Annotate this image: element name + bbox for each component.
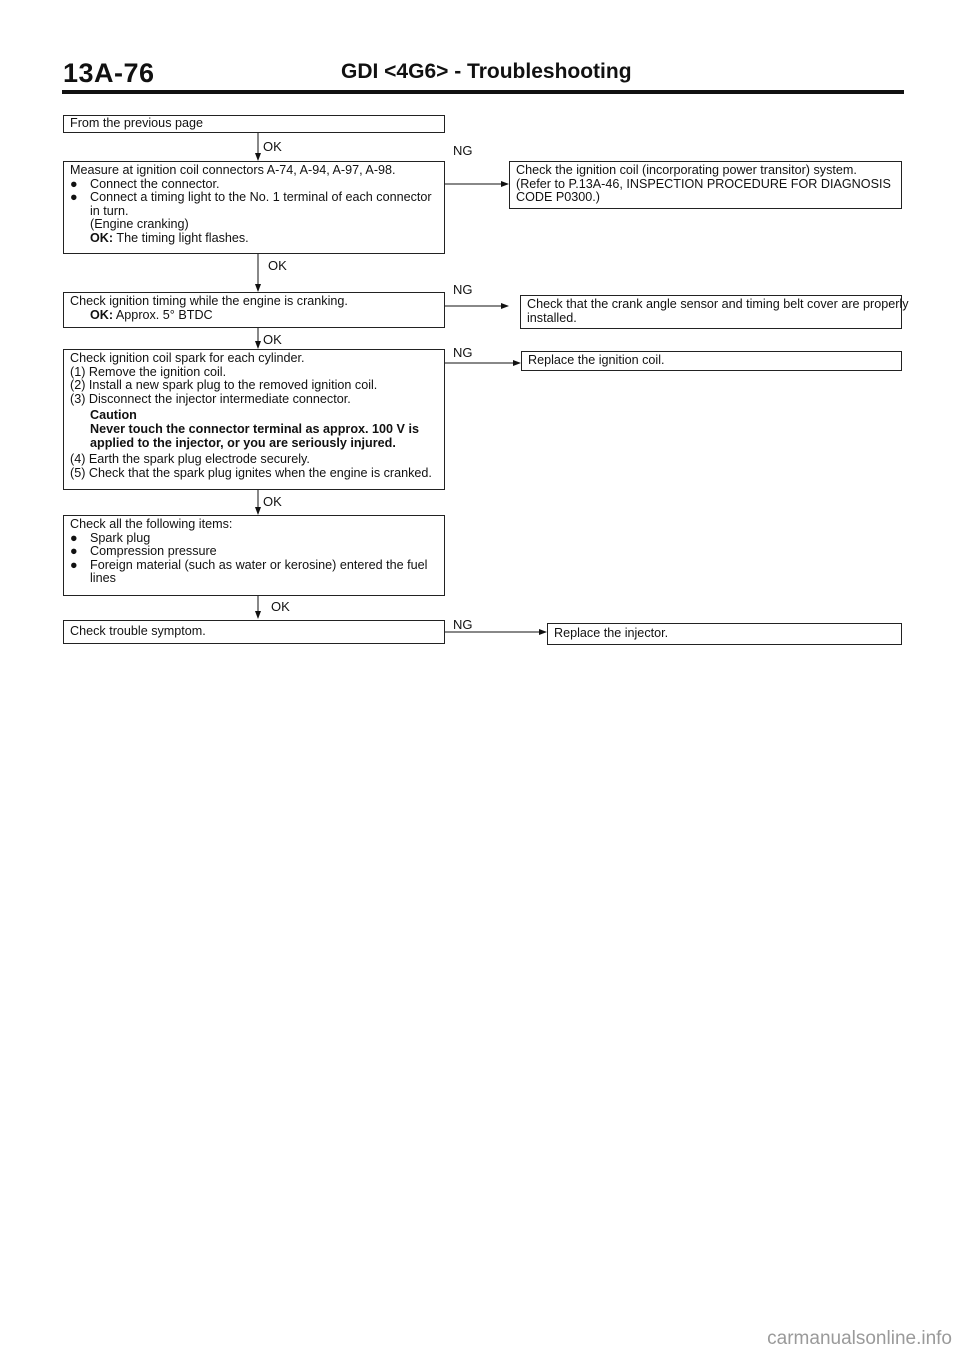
- step2-ok-text: Approx. 5° BTDC: [115, 307, 213, 322]
- step3-item-1: (1) Remove the ignition coil.: [70, 364, 227, 379]
- step1-ng-line-1: Check the ignition coil (incorporating power transitor) system.: [516, 163, 857, 177]
- step5-ng-text: Replace the injector.: [554, 626, 669, 640]
- bullet-icon: ●: [70, 176, 78, 191]
- step1-item-2: Connect a timing light to the No. 1 terminal of each connector: [90, 190, 432, 205]
- page-number: 13A-76: [63, 58, 155, 88]
- step5-title: Check trouble symptom.: [70, 624, 206, 638]
- step1-ng-box: [509, 161, 902, 209]
- step4-item-3: Foreign material (such as water or kerosine) entered the fuel: [90, 557, 428, 572]
- bullet-icon: ●: [70, 544, 78, 559]
- step3-caution-label: Caution: [90, 408, 137, 423]
- ok-label-2: OK: [268, 258, 287, 273]
- bullet-icon: ●: [70, 530, 78, 545]
- ok-label-1: OK: [263, 139, 282, 154]
- ok-label-3: OK: [263, 332, 282, 347]
- step5-ng-box: [547, 623, 902, 645]
- start-text: From the previous page: [70, 116, 204, 130]
- step4-box: [63, 515, 445, 596]
- step4-item-1: Spark plug: [90, 530, 151, 545]
- step3-ng-box: [521, 351, 902, 371]
- ok-label-4: OK: [263, 494, 282, 509]
- step2-title: Check ignition timing while the engine is cranking.: [70, 294, 348, 308]
- step2-ng-line-1: Check that the crank angle sensor and timing belt cover are properly: [527, 297, 909, 311]
- step3-item-3: (3) Disconnect the injector intermediate connector.: [70, 391, 351, 406]
- step2-ng-line-2: installed.: [527, 310, 577, 325]
- step2-box: [63, 292, 445, 328]
- step3-item-5: (5) Check that the spark plug ignites when the engine is cranked.: [70, 465, 432, 480]
- step1-ok-label: OK:: [90, 230, 114, 245]
- step3-item-4: (4) Earth the spark plug electrode securely.: [70, 452, 310, 467]
- watermark: carmanualsonline.info: [767, 1328, 952, 1349]
- step1-box: [63, 161, 445, 254]
- step1-ng-line-2: (Refer to P.13A-46, INSPECTION PROCEDURE FOR DIAGNOSIS: [516, 176, 891, 191]
- step1-item-4: (Engine cranking): [90, 217, 189, 232]
- step3-ng-text: Replace the ignition coil.: [528, 353, 665, 367]
- ng-label-1: NG: [453, 143, 473, 158]
- step3-caution-2: applied to the injector, or you are seriously injured.: [90, 435, 396, 450]
- ng-label-3: NG: [453, 345, 473, 360]
- step3-item-2: (2) Install a new spark plug to the removed ignition coil.: [70, 378, 378, 393]
- ok-label-5: OK: [271, 599, 290, 614]
- step1-title: Measure at ignition coil connectors A-74, A-94, A-97, A-98.: [70, 163, 396, 177]
- step1-ok-text: The timing light flashes.: [116, 230, 249, 245]
- step4-title: Check all the following items:: [70, 517, 233, 531]
- step3-caution-1: Never touch the connector terminal as approx. 100 V is: [90, 421, 419, 436]
- step3-title: Check ignition coil spark for each cylinder.: [70, 351, 305, 365]
- start-box: [63, 115, 445, 133]
- bullet-icon: ●: [70, 557, 78, 572]
- step3-box: [63, 349, 445, 490]
- step1-item-3: in turn.: [90, 203, 129, 218]
- bullet-icon: ●: [70, 190, 78, 205]
- ng-label-2: NG: [453, 282, 473, 297]
- step4-item-tail: lines: [90, 571, 116, 586]
- step2-ng-box: [520, 295, 909, 329]
- step5-box: [63, 620, 445, 644]
- page-title: GDI <4G6> - Troubleshooting: [341, 60, 632, 83]
- step1-item-1: Connect the connector.: [90, 176, 220, 191]
- ng-label-5: NG: [453, 617, 473, 632]
- step2-ok-label: OK:: [90, 307, 114, 322]
- step4-item-2: Compression pressure: [90, 544, 217, 559]
- step1-ng-line-3: CODE P0300.): [516, 190, 600, 205]
